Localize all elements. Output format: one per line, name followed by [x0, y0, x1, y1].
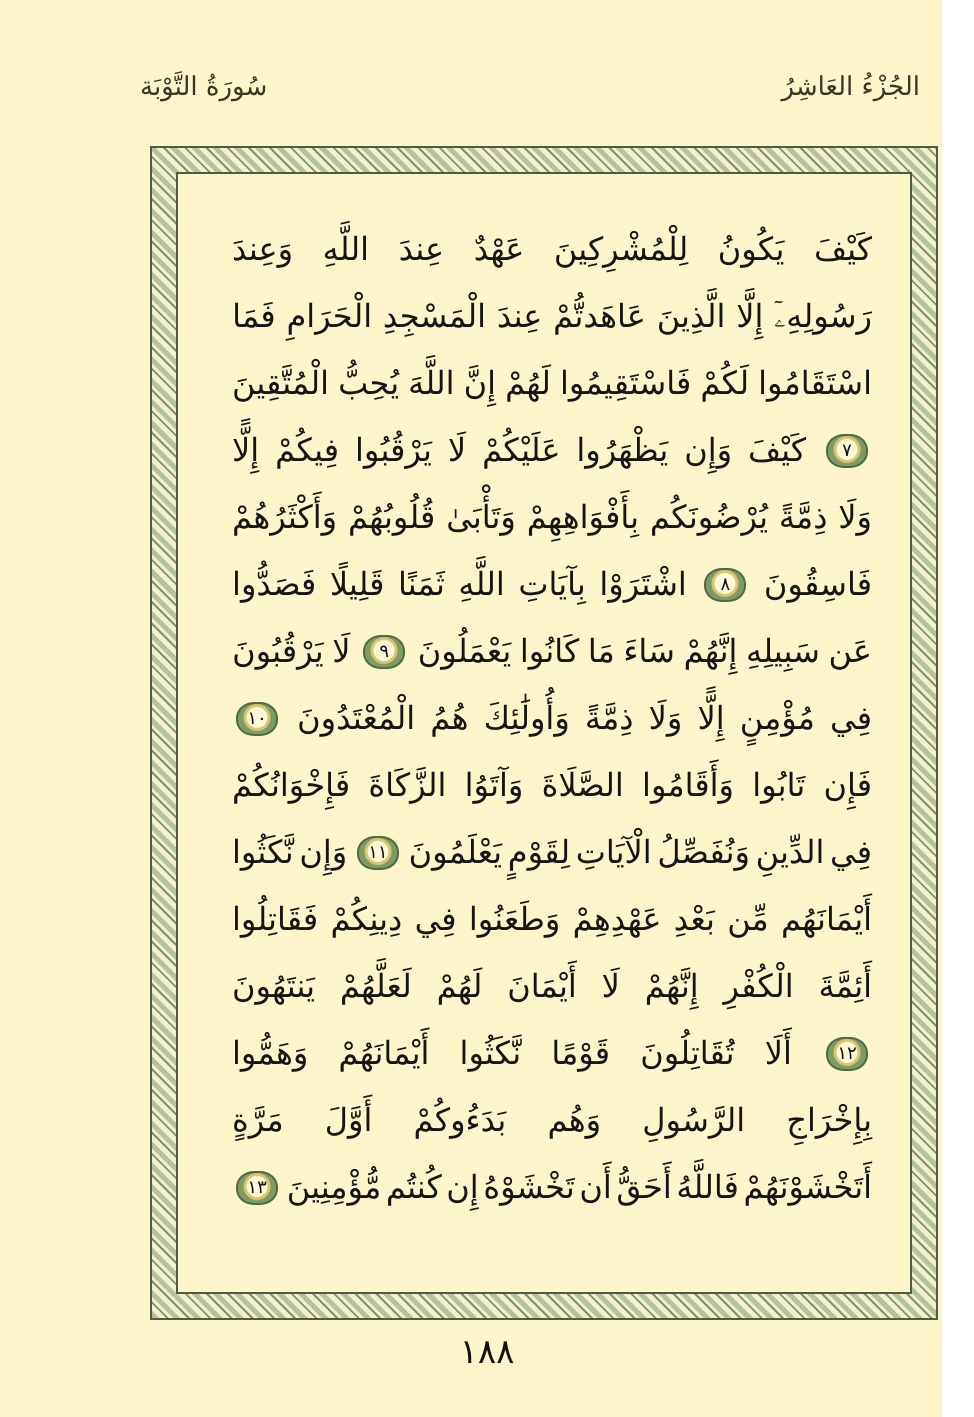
text-word: بَدَءُوكُمْ — [413, 1101, 507, 1139]
text-word: أَن — [579, 1168, 612, 1206]
text-word: بَعْدِ — [673, 900, 715, 938]
text-line — [232, 417, 872, 484]
text-word: أَحَقُّ — [616, 1168, 672, 1206]
text-word: فِيكُمْ — [275, 431, 340, 469]
text-word: لَا — [447, 431, 467, 469]
text-word: فَاللَّهُ — [676, 1168, 739, 1206]
text-word: عَلَيْكُمْ — [482, 431, 561, 469]
text-word: قُلُوبُهُمْ — [347, 498, 436, 536]
text-word: الْمَسْجِدِ — [382, 297, 487, 335]
decorative-frame — [150, 146, 938, 1320]
text-word: إِلًّا — [232, 431, 260, 469]
text-word: وَأُولَٰئِكَ — [483, 699, 570, 737]
ayah-number-marker: ١٢ — [826, 1037, 868, 1071]
text-line — [232, 551, 872, 618]
text-word: مُؤْمِنٍ — [739, 699, 815, 737]
juz-name: الجُزْءُ العَاشِرُ — [781, 72, 920, 102]
text-word: تَخْشَوْهُ — [483, 1168, 575, 1206]
text-word: الْمُتَّقِينَ — [232, 364, 330, 402]
text-word: يَظْهَرُوا — [576, 431, 669, 469]
quran-text — [232, 216, 872, 1221]
text-word: نَّكَثُوا — [232, 833, 294, 871]
text-word: اللَّهِ — [322, 230, 369, 268]
text-word: ذِمَّةً — [778, 498, 828, 536]
text-word: تَابُوا — [752, 766, 806, 804]
text-word: ثَمَنًا — [398, 565, 445, 603]
text-word: لَكُمْ — [700, 364, 750, 402]
text-word: رَسُولِهِۦٓ — [774, 297, 872, 335]
text-line — [232, 953, 872, 1020]
text-word: أَيْمَانَ — [507, 967, 577, 1005]
text-word: يَعْمَلُونَ — [417, 632, 512, 670]
text-word: الْكُفْرِ — [723, 967, 794, 1005]
text-word: يَكُونُ — [717, 230, 785, 268]
text-line — [232, 819, 872, 886]
page-header — [140, 72, 920, 116]
text-word: مِّن — [727, 900, 769, 938]
text-word: عَن — [828, 632, 872, 670]
page-margin — [942, 0, 974, 1417]
text-word: عَاهَدتُّمْ — [553, 297, 646, 335]
text-line — [232, 1020, 872, 1087]
text-word: الزَّكَاةَ — [368, 766, 447, 804]
text-word: إِلَّا — [736, 297, 764, 335]
page-number: ١٨٨ — [459, 1332, 515, 1372]
text-word: بِإِخْرَاجِ — [786, 1101, 872, 1139]
text-word: وَأَقَامُوا — [642, 766, 734, 804]
text-word: قَوْمًا — [551, 1034, 611, 1072]
text-word: لَا — [332, 632, 351, 670]
text-line — [232, 216, 872, 283]
text-word: الَّذِينَ — [656, 297, 726, 335]
text-word: أَيْمَانَهُم — [781, 900, 872, 938]
text-word: وَهُم — [547, 1101, 602, 1139]
text-word: وَعِندَ — [232, 230, 294, 268]
text-word: بِأَفْوَاهِهِمْ — [526, 498, 640, 536]
ayah-number-marker: ١٣ — [236, 1171, 278, 1205]
text-word: سَبِيلِهِ — [746, 632, 820, 670]
text-word: وَأَكْثَرُهُمْ — [232, 498, 338, 536]
text-line — [232, 618, 872, 685]
text-word: وَطَعَنُوا — [468, 900, 561, 938]
text-word: يَرْقُبُوا — [355, 431, 432, 469]
text-word: إِنَّهُمْ — [644, 967, 699, 1005]
text-word: فَإِن — [823, 766, 872, 804]
text-word: وَآتَوُا — [464, 766, 524, 804]
text-word: أَلَا — [764, 1034, 792, 1072]
text-word: فِي — [414, 900, 457, 938]
text-word: يُرْضُونَكُم — [649, 498, 769, 536]
text-word: نَّكَثُوا — [459, 1034, 522, 1072]
text-word: وَتَأْبَىٰ — [446, 498, 516, 536]
text-word: اشْتَرَوْا — [599, 565, 687, 603]
text-word: مُّؤْمِنِينَ — [286, 1168, 382, 1206]
text-word: أَوَّلَ — [324, 1101, 373, 1139]
text-word: وَنُفَصِّلُ — [657, 833, 750, 871]
text-word: كَانُوا — [519, 632, 580, 670]
text-line — [232, 752, 872, 819]
text-word: يَرْقُبُونَ — [232, 632, 324, 670]
text-word: أَيْمَانَهُمْ — [338, 1034, 430, 1072]
surah-name: سُورَةُ التَّوْبَة — [140, 72, 268, 102]
text-line — [232, 886, 872, 953]
text-line — [232, 283, 872, 350]
text-word: أَتَخْشَوْنَهُمْ — [743, 1168, 872, 1206]
text-word: الصَّلَاةَ — [541, 766, 624, 804]
text-word: لَا — [601, 967, 620, 1005]
text-word: اللَّهِ — [458, 565, 505, 603]
text-word: فَاسْتَقِيمُوا — [559, 364, 692, 402]
text-word: لَهُمْ — [436, 967, 483, 1005]
text-word: إِلًّا — [697, 699, 725, 737]
text-word: لِلْمُشْرِكِينَ — [553, 230, 689, 268]
text-word: كُنتُم — [385, 1168, 442, 1206]
text-word: فَمَا — [232, 297, 276, 335]
ayah-number-marker: ٩ — [363, 635, 405, 669]
text-word: سَاءَ — [623, 632, 675, 670]
text-word: فِي — [830, 833, 872, 871]
text-word: فِي — [830, 699, 872, 737]
text-word: كَيْفَ — [748, 431, 807, 469]
text-word: فَقَاتِلُوا — [232, 900, 319, 938]
text-word: الْمُعْتَدُونَ — [297, 699, 416, 737]
text-word: عِندَ — [496, 297, 543, 335]
text-word: كَيْفَ — [813, 230, 872, 268]
text-word: ذِمَّةً — [584, 699, 634, 737]
text-word: لَهُمْ — [505, 364, 551, 402]
text-word: الْآيَاتِ — [575, 833, 652, 871]
text-word: عِندَ — [398, 230, 445, 268]
text-word: يَعْلَمُونَ — [408, 833, 503, 871]
text-word: إِنَّهُمْ — [683, 632, 738, 670]
text-line — [232, 484, 872, 551]
text-word: تُقَاتِلُونَ — [640, 1034, 735, 1072]
text-word: وَهَمُّوا — [232, 1034, 309, 1072]
text-word: قَلِيلًا — [329, 565, 385, 603]
text-word: فَإِخْوَانُكُمْ — [232, 766, 351, 804]
text-word: الْحَرَامِ — [286, 297, 373, 335]
text-word: فَاسِقُونَ — [763, 565, 872, 603]
ayah-number-marker: ١١ — [357, 836, 399, 870]
text-line — [232, 350, 872, 417]
text-word: مَرَّةٍ — [232, 1101, 284, 1139]
text-word: اللَّهَ — [408, 364, 455, 402]
ayah-number-marker: ٧ — [826, 434, 868, 468]
text-line — [232, 685, 872, 752]
text-word: اسْتَقَامُوا — [758, 364, 872, 402]
text-word: فَصَدُّوا — [232, 565, 317, 603]
text-word: الدِّينِ — [755, 833, 825, 871]
text-word: وَإِن — [299, 833, 348, 871]
text-word: وَلَا — [838, 498, 872, 536]
text-word: إِنَّ — [463, 364, 497, 402]
text-word: إِن — [446, 1168, 479, 1206]
text-word: يُحِبُّ — [338, 364, 400, 402]
text-word: دِينِكُمْ — [330, 900, 403, 938]
text-word: مَا — [587, 632, 615, 670]
text-panel — [176, 172, 912, 1294]
text-word: أَئِمَّةَ — [818, 967, 872, 1005]
text-line — [232, 1154, 872, 1221]
text-word: عَهْدٌ — [473, 230, 525, 268]
text-word: الرَّسُولِ — [642, 1101, 746, 1139]
text-line — [232, 1087, 872, 1154]
text-word: عَهْدِهِمْ — [572, 900, 662, 938]
text-word: وَلَا — [648, 699, 683, 737]
ayah-number-marker: ١٠ — [236, 702, 278, 736]
text-word: هُمُ — [430, 699, 469, 737]
ayah-number-marker: ٨ — [704, 568, 746, 602]
text-word: بِآيَاتِ — [518, 565, 586, 603]
text-word: لَعَلَّهُمْ — [339, 967, 412, 1005]
text-word: يَنتَهُونَ — [232, 967, 315, 1005]
text-word: وَإِن — [684, 431, 733, 469]
text-word: لِقَوْمٍ — [507, 833, 571, 871]
